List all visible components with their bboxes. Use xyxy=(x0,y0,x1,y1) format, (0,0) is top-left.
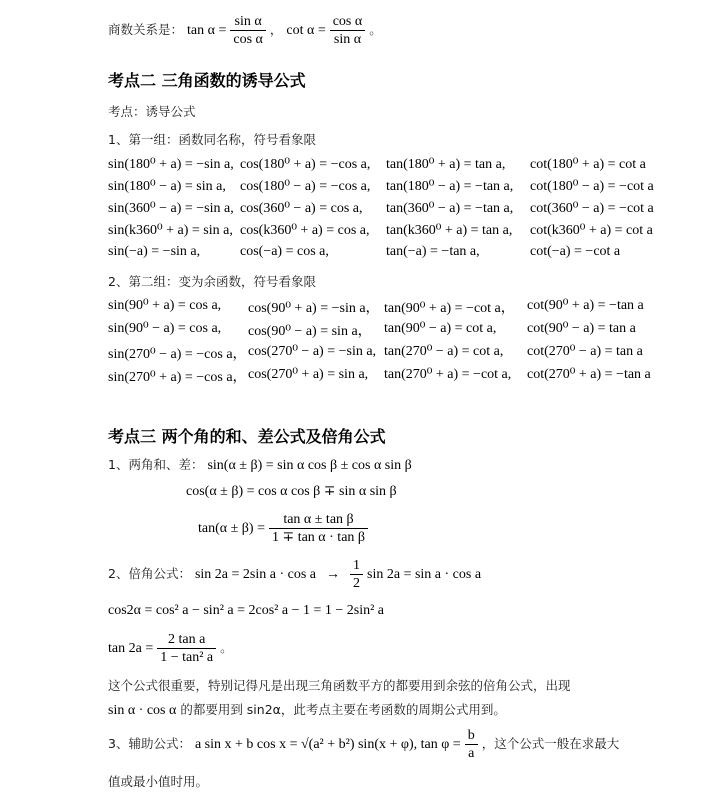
group2-row xyxy=(0,297,717,317)
double-sin-half-formula: sin 2a = sin a · cos a xyxy=(367,567,482,582)
group1-formula: tan(360⁰ − a) = −tan a, xyxy=(386,201,514,216)
aux-numerator: b xyxy=(465,727,478,745)
group2-formula: cot(270⁰ − a) = tan a xyxy=(527,344,643,359)
group2-formula: cot(270⁰ + a) = −tan a xyxy=(527,367,651,382)
group1-formula: sin(180⁰ − a) = sin a, xyxy=(108,179,226,194)
note-rest: 的都要用到 sin2α，此考点主要在考函数的周期公式用到。 xyxy=(176,702,506,717)
group2-row xyxy=(0,320,717,340)
sum-tan-fraction xyxy=(269,511,368,546)
group1-formula: cot(−a) = −cot a xyxy=(530,244,621,259)
half-denominator: 2 xyxy=(353,575,361,591)
sum-tan-numerator: tan α ± tan β xyxy=(269,511,368,529)
double-label: 2、倍角公式： xyxy=(108,566,191,581)
group2-row xyxy=(0,343,717,363)
group1-formula: cot(360⁰ − a) = −cot a xyxy=(530,201,654,216)
group1-formula: tan(k360⁰ + a) = tan a, xyxy=(386,223,513,238)
aux-tail-2: 值或最小值时用。 xyxy=(108,774,209,789)
tan-lhs: tan α = xyxy=(187,23,227,38)
note-sincos: sin α · cos α xyxy=(108,703,177,718)
group1-formula: cos(−a) = cos a, xyxy=(240,244,329,259)
group1-row xyxy=(0,222,717,242)
group1-formula: cot(180⁰ − a) = −cot a xyxy=(530,179,654,194)
note-line-1: 这个公式很重要，特别记得凡是出现三角函数平方的都要用到余弦的倍角公式，出现 xyxy=(108,678,571,693)
double-sin-line xyxy=(108,554,481,594)
group1-row xyxy=(0,178,717,198)
section3-heading: 考点三 两个角的和、差公式及倍角公式 xyxy=(108,427,386,446)
double-tan-end: 。 xyxy=(220,640,233,655)
group1-formula: cos(360⁰ − a) = cos a, xyxy=(240,201,363,216)
group2-formula: tan(90⁰ − a) = cot a, xyxy=(384,321,497,336)
aux-fraction xyxy=(465,727,478,762)
double-tan-fraction xyxy=(157,631,216,666)
aux-tail: ，这个公式一般在求最大 xyxy=(481,736,620,751)
group2-formula: sin(270⁰ + a) = −cos a， xyxy=(108,370,247,385)
group2-formula: cos(90⁰ + a) = −sin a， xyxy=(248,301,380,316)
group1-formula: sin(180⁰ + a) = −sin a, xyxy=(108,157,234,172)
double-tan-numerator: 2 tan a xyxy=(157,631,216,649)
group2-row xyxy=(0,366,717,386)
group1-formula: cos(180⁰ + a) = −cos a, xyxy=(240,157,371,172)
group1-formula: sin(360⁰ − a) = −sin a, xyxy=(108,201,234,216)
section2-point: 考点：诱导公式 xyxy=(108,104,196,119)
group1-formula: sin(k360⁰ + a) = sin a, xyxy=(108,223,233,238)
double-tan-denominator: 1 − tan² a xyxy=(160,649,214,665)
group2-formula: tan(90⁰ + a) = −cot a， xyxy=(384,301,515,316)
group2-formula: cot(90⁰ + a) = −tan a xyxy=(527,298,644,313)
group2-formula: tan(270⁰ + a) = −cot a, xyxy=(384,367,512,382)
sum-sin-line xyxy=(108,455,412,474)
sum-tan-lhs: tan(α ± β) = xyxy=(198,521,265,536)
cot-denominator: sin α xyxy=(333,31,362,47)
half-fraction xyxy=(350,557,363,592)
group1-row xyxy=(0,244,717,264)
aux-line xyxy=(108,724,619,764)
group1-label: 1、第一组：函数同名称，符号看象限 xyxy=(108,132,316,147)
group2-label: 2、第二组：变为余函数，符号看象限 xyxy=(108,274,316,289)
group1-formula: cot(k360⁰ + a) = cot a xyxy=(530,223,653,238)
ratio-line xyxy=(108,10,382,50)
group2-formula: cot(90⁰ − a) = tan a xyxy=(527,321,636,336)
group2-formula: sin(90⁰ − a) = cos a, xyxy=(108,321,222,336)
sum-label: 1、两角和、差： xyxy=(108,457,204,472)
sum-sin-formula: sin(α ± β) = sin α cos β ± cos α sin β xyxy=(207,458,412,473)
tan-numerator: sin α xyxy=(230,13,266,31)
double-cos-formula: cos2α = cos² a − sin² a = 2cos² a − 1 = 1 − 2sin² a xyxy=(108,603,385,618)
group1-row xyxy=(0,156,717,176)
half-numerator: 1 xyxy=(350,557,363,575)
cot-numerator: cos α xyxy=(330,13,366,31)
aux-denominator: a xyxy=(468,745,475,761)
double-tan-line xyxy=(108,628,233,668)
double-tan-lhs: tan 2a = xyxy=(108,641,154,656)
ratio-label: 商数关系是： xyxy=(108,22,184,37)
group1-formula: tan(−a) = −tan a, xyxy=(386,244,480,259)
group2-formula: sin(270⁰ − a) = −cos a， xyxy=(108,347,247,362)
group1-row xyxy=(0,200,717,220)
aux-formula: a sin x + b cos x = √(a² + b²) sin(x + φ), tan φ = xyxy=(194,737,461,752)
group1-formula: cos(k360⁰ + a) = cos a, xyxy=(240,223,370,238)
group2-formula: cos(270⁰ − a) = −sin a, xyxy=(248,344,377,359)
group1-formula: tan(180⁰ − a) = −tan a, xyxy=(386,179,514,194)
double-sin-formula: sin 2a = 2sin a · cos a xyxy=(194,567,317,582)
group2-formula: cos(90⁰ − a) = sin a， xyxy=(248,324,372,339)
group2-formula: sin(90⁰ + a) = cos a, xyxy=(108,298,222,313)
group1-formula: cos(180⁰ − a) = −cos a, xyxy=(240,179,371,194)
group1-formula: cot(180⁰ + a) = cot a xyxy=(530,157,646,172)
tan-denominator: cos α xyxy=(233,31,263,47)
ratio-separator: ， xyxy=(269,22,283,37)
sum-tan-line xyxy=(198,508,368,548)
tan-fraction xyxy=(230,13,266,48)
section2-heading: 考点二 三角函数的诱导公式 xyxy=(108,71,306,90)
cot-lhs: cot α = xyxy=(286,23,326,38)
group2-formula: tan(270⁰ − a) = cot a, xyxy=(384,344,504,359)
group2-formula: cos(270⁰ + a) = sin a, xyxy=(248,367,369,382)
group1-formula: tan(180⁰ + a) = tan a, xyxy=(386,157,506,172)
sum-cos-formula: cos(α ± β) = cos α cos β ∓ sin α sin β xyxy=(186,484,397,499)
group1-formula: sin(−a) = −sin a, xyxy=(108,244,201,259)
cot-fraction xyxy=(330,13,366,48)
ratio-end: 。 xyxy=(369,22,382,37)
sum-tan-denominator: 1 ∓ tan α · tan β xyxy=(271,529,366,545)
aux-label: 3、辅助公式： xyxy=(108,736,191,751)
note-line-2 xyxy=(108,700,506,719)
arrow-icon: → xyxy=(326,567,341,582)
